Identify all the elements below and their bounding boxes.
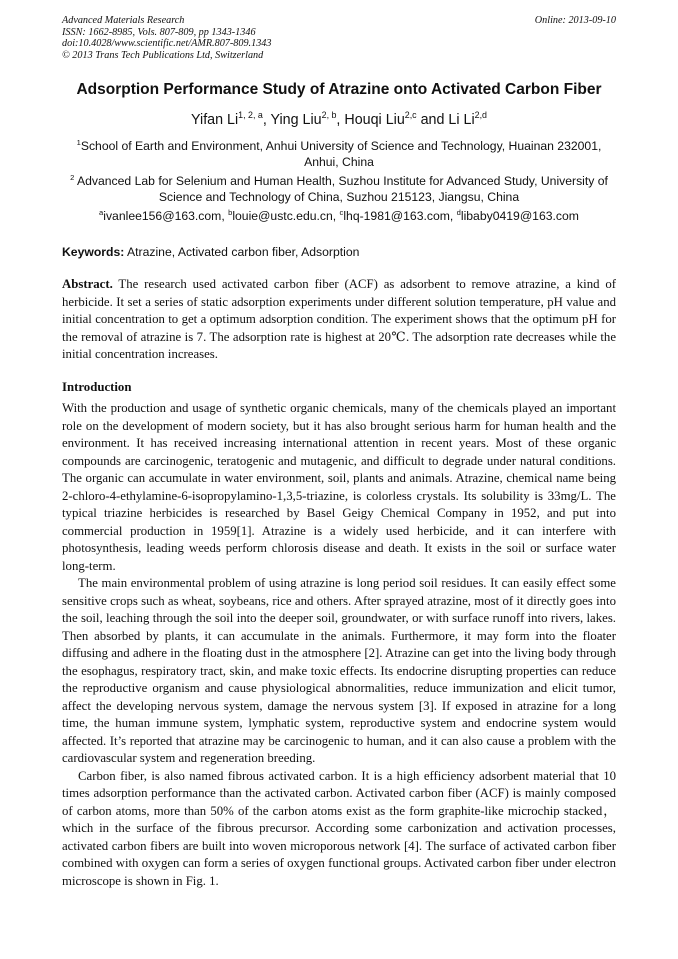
journal-issn: ISSN: 1662-8985, Vols. 807-809, pp 1343-1346: [62, 26, 256, 38]
journal-copyright: © 2013 Trans Tech Publications Ltd, Switzerland: [62, 49, 264, 61]
journal-name: Advanced Materials Research: [62, 15, 185, 26]
affiliation-mark: 2: [70, 172, 75, 182]
email-address: libaby0419@163.com: [460, 209, 579, 223]
keywords-label: Keywords:: [62, 245, 125, 259]
email-mark: d: [456, 207, 461, 217]
affiliation-text: School of Earth and Environment, Anhui University of Science and Technology, Huainan 232001, Anhui, China: [80, 139, 602, 169]
paper-title: Adsorption Performance Study of Atrazine onto Activated Carbon Fiber: [76, 81, 602, 98]
email-mark: a: [99, 207, 104, 217]
abstract-text: The research used activated carbon fiber (ACF) as adsorbent to remove atrazine, a kind of herbicide. It set a series of static adsorption experiments under different solution temperature, pH value and initial concentration to get a optimum adsorption condition. The experiment shows that the optimum pH for the removal of atrazine is 7. The adsorption rate is highest at 20℃. The adsorption rate decreases while the initial concentration increases.: [62, 277, 616, 361]
abstract: [62, 276, 616, 364]
author-name: Li Li: [448, 112, 475, 128]
introduction-body: [62, 400, 616, 890]
email-mark: b: [228, 207, 233, 217]
author-affiliation-mark: 2, b: [321, 110, 337, 121]
email-mark: c: [339, 207, 344, 217]
author-name: Yifan Li: [191, 112, 239, 128]
author-affiliation-mark: 2,c: [404, 110, 417, 121]
section-heading-introduction: Introduction: [62, 380, 132, 394]
affiliation-text: Advanced Lab for Selenium and Human Health, Suzhou Institute for Advanced Study, University of Science and Technology of China, Suzhou 215123, Jiangsu, China: [77, 174, 608, 204]
body-paragraph: The main environmental problem of using atrazine is long period soil residues. It can easily effect some sensitive crops such as wheat, soybeans, rice and others. After sprayed atrazine, most of it directly goes into the soil, leaching through the soil into the deeper soil, groundwater, or with surface runoff into rivers, lakes. Then absorbed by plants, it can accumulate in the animals. Furthermore, it may form into the floater diffusing and adhere in the floating dust in the atmosphere [2]. Atrazine can get into the living body through the esophagus, respiratory tract, skin, and make toxic effects. Its endocrine disrupting properties can reduce the reproductive organism and cause physiological abnormalities, reduce immunization and elicit tumor, affect the developing nervous system, damage the nervous system [3]. If exposed in atrazine for a long time, the human immune system, lymphatic system, reproductive system and endocrine system would affected. It’s reported that atrazine may be carcinogenic to human, and it can also cause a problem with the cardiovascular system and regeneration breeding.: [62, 576, 616, 765]
body-paragraph: With the production and usage of synthetic organic chemicals, many of the chemicals played an important role on the development of modern society, but it has also brought serious harm for human health and the environment. It has received increasing international attention in recent years. Most of these organic compounds are carcinogenic, teratogenic and mutagenic, and difficult to degrade under natural conditions. The organic can accumulate in water environment, soil, plants and animals. Atrazine, chemical name being 2-chloro-4-ethylamine-6-isopropylamino-1,3,5-triazine, is colorless crystals. Its solubility is 33mg/L. The typical triazine herbicides is researched by Basel Geigy Chemical Company in 1952, and put into commercial production in 1959[1]. Atrazine is a widely used herbicide, and it can interfere with photosynthesis, leading weeds perform chlorosis disease and death. It exists in the soil or surface water long-term.: [62, 401, 616, 573]
author-name: Ying Liu: [270, 112, 322, 128]
online-date: Online: 2013-09-10: [534, 15, 616, 26]
journal-header: [62, 15, 616, 61]
keywords: [62, 245, 616, 259]
affiliation-mark: 1: [76, 137, 81, 147]
author-separator: ,: [336, 112, 345, 128]
email-address: louie@ustc.edu.cn,: [232, 209, 340, 223]
abstract-label: Abstract.: [62, 277, 113, 291]
affiliation-2: [62, 173, 616, 205]
author-separator: ,: [262, 112, 271, 128]
email-address: lhq-1981@163.com,: [343, 209, 457, 223]
affiliation-1: [62, 138, 616, 170]
author-separator: and: [416, 112, 449, 128]
email-address: ivanlee156@163.com,: [103, 209, 229, 223]
keywords-text: Atrazine, Activated carbon fiber, Adsorption: [124, 245, 360, 259]
body-paragraph: Carbon fiber, is also named fibrous activated carbon. It is a high efficiency adsorbent material that 10 times adsorption performance than the activated carbon. Activated carbon fiber (ACF) is mainly composed of carbon atoms, more than 50% of the carbon atoms exist as the form graphite-like microchip stacked，which in the surface of the fibrous precursor. According some carbonization and activation processes, activated carbon fibers are built into woven microporous network [4]. The surface of activated carbon fiber combined with oxygen can form a series of oxygen functional groups. Activated carbon fiber under electron microscope is shown in Fig. 1.: [62, 768, 616, 888]
author-affiliation-mark: 2,d: [474, 110, 487, 121]
author-name: Houqi Liu: [344, 112, 405, 128]
author-list: [40, 112, 638, 128]
author-emails: [40, 209, 638, 223]
author-affiliation-mark: 1, 2, a: [238, 110, 263, 121]
journal-doi: doi:10.4028/www.scientific.net/AMR.807-809.1343: [62, 38, 272, 50]
